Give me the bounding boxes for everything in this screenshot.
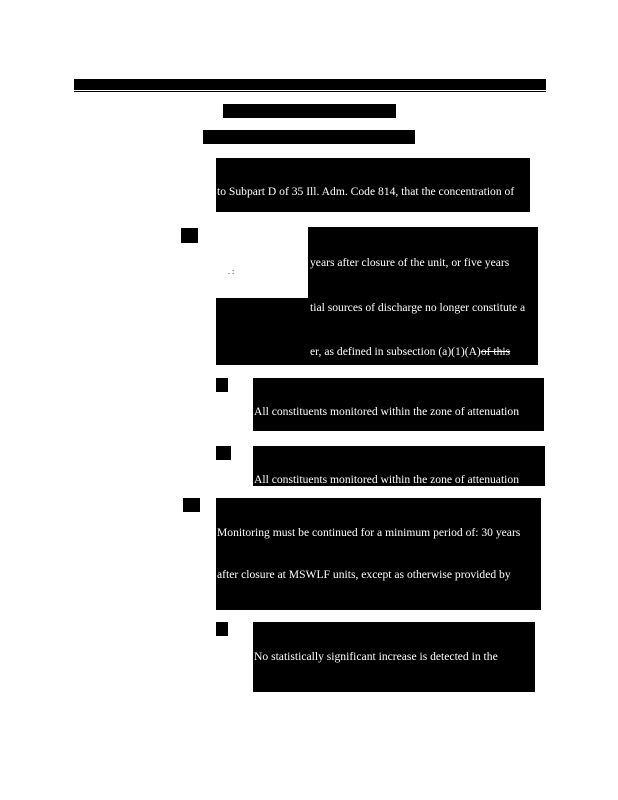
intro-line: to Subpart D of 35 Ill. Adm. Code 814, that the concentration of (217, 185, 515, 199)
item-c-line: after closure at MSWLF units, except as otherwise provided by (217, 568, 511, 581)
struck-text: of this (480, 344, 511, 358)
redaction-box (216, 226, 308, 298)
item-b-line: years after closure of the unit, or five years (310, 256, 510, 270)
sub-b-i-label (216, 378, 228, 392)
sub-b-i-line: All constituents monitored within the zone of attenuation (254, 404, 519, 418)
sub-b-ii-line: All constituents monitored within the zone of attenuation (254, 472, 519, 486)
notice-title (203, 130, 415, 144)
sub-b-i-paragraph (253, 378, 544, 431)
item-b-line: tial sources of discharge no longer constitute a (310, 300, 526, 314)
register-title-bar (74, 79, 546, 90)
sub-b-ii-label (216, 446, 231, 460)
item-b-label (181, 228, 198, 243)
item-b-line: er, as defined in subsection (a)(1)(A)of this (310, 344, 511, 358)
sub-c-i-line: No statistically significant increase is detected in the (254, 649, 498, 663)
item-c-line: Monitoring must be continued for a minimum period of: 30 years (217, 526, 521, 539)
intro-paragraph (216, 158, 530, 212)
sub-c-i-label (216, 622, 228, 636)
sub-c-i-paragraph (253, 622, 535, 692)
item-c-label (183, 498, 200, 512)
redaction-fragment: . : (228, 267, 235, 276)
sub-c-i-line (254, 691, 535, 692)
header-rule (74, 91, 546, 92)
item-c-paragraph (216, 498, 541, 610)
board-title (223, 104, 396, 118)
sub-b-ii-paragraph (253, 446, 545, 486)
